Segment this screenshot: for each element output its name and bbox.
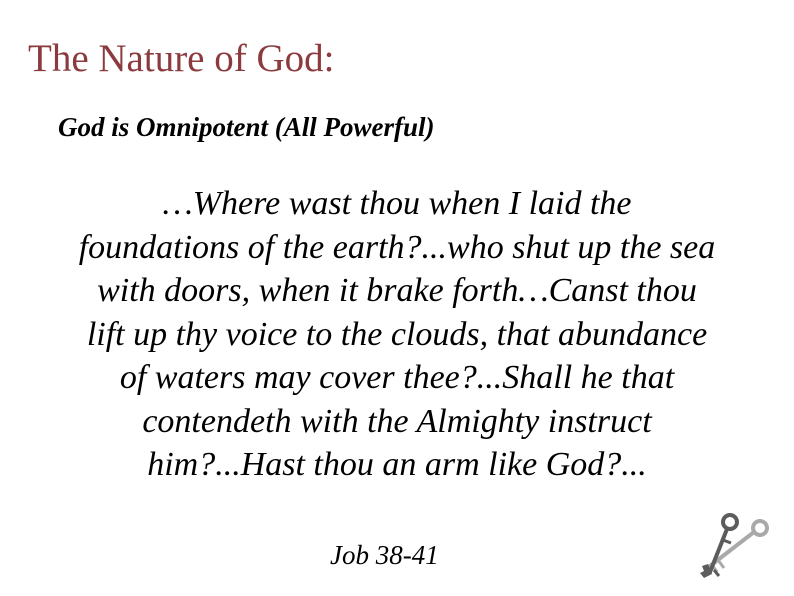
slide-title: The Nature of God: xyxy=(28,37,335,80)
quote-line: him?...Hast thou an arm like God?... xyxy=(147,446,647,483)
quote-line: …Where wast thou when I laid the xyxy=(162,185,632,222)
keys-icon xyxy=(690,510,774,586)
quote-line: lift up thy voice to the clouds, that abundance xyxy=(86,315,708,353)
quote-line: foundations of the earth?...who shut up the sea xyxy=(78,228,716,266)
scripture-reference: Job 38-41 xyxy=(330,540,439,570)
scripture-quote xyxy=(8,182,786,487)
quote-line: contendeth with the Almighty instruct xyxy=(142,402,652,440)
quote-line: with doors, when it brake forth…Canst thou xyxy=(97,272,697,309)
slide-subtitle: God is Omnipotent (All Powerful) xyxy=(58,112,435,142)
dark-key-icon xyxy=(700,515,737,578)
quote-line: of waters may cover thee?...Shall he that xyxy=(119,359,675,396)
